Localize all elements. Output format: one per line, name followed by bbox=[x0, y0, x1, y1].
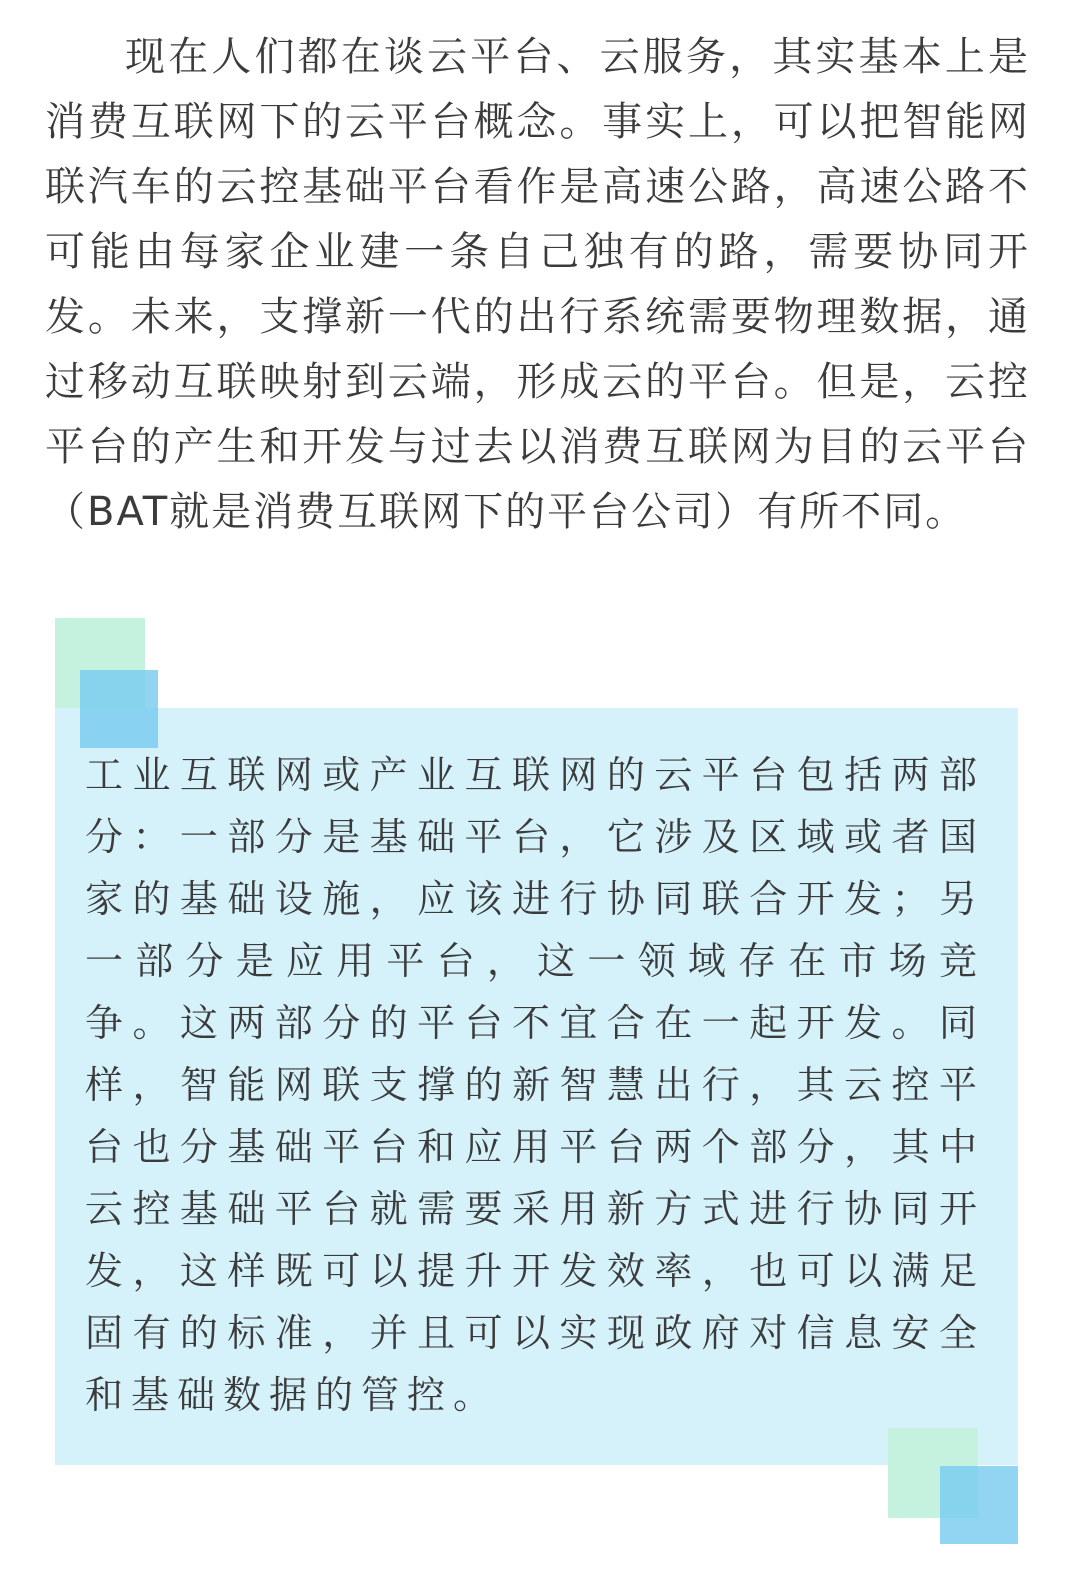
callout-line: 争。这两部分的平台不宜合在一起开发。同 bbox=[85, 1001, 985, 1045]
intro-line: 过移动互联映射到云端，形成云的平台。但是，云控 bbox=[45, 359, 1030, 405]
intro-line: 现在人们都在谈云平台、云服务，其实基本上是 bbox=[125, 34, 1030, 80]
callout-line: 样，智能网联支撑的新智慧出行，其云控平 bbox=[85, 1063, 985, 1107]
callout-line: 台也分基础平台和应用平台两个部分，其中 bbox=[85, 1125, 985, 1169]
callout-line: 工业互联网或产业互联网的云平台包括两部 bbox=[85, 753, 985, 797]
callout-text bbox=[85, 744, 985, 1426]
callout-line: 一部分是应用平台，这一领域存在市场竞 bbox=[85, 939, 985, 983]
intro-line: 消费互联网下的云平台概念。事实上，可以把智能网 bbox=[45, 99, 1030, 145]
intro-line: 发。未来，支撑新一代的出行系统需要物理数据，通 bbox=[45, 294, 1030, 340]
callout-line: 和基础数据的管控。 bbox=[85, 1373, 500, 1417]
intro-line: 可能由每家企业建一条自己独有的路，需要协同开 bbox=[45, 229, 1030, 275]
decor-square-blue-top-left bbox=[80, 670, 158, 748]
decor-square-blue-bottom-right bbox=[940, 1466, 1018, 1544]
intro-paragraph bbox=[45, 25, 1030, 545]
callout-line: 云控基础平台就需要采用新方式进行协同开 bbox=[85, 1187, 985, 1231]
callout-line: 分：一部分是基础平台，它涉及区域或者国 bbox=[85, 815, 985, 859]
intro-line: 联汽车的云控基础平台看作是高速公路，高速公路不 bbox=[45, 164, 1030, 210]
callout-line: 家的基础设施，应该进行协同联合开发；另 bbox=[85, 877, 985, 921]
callout-line: 固有的标准，并且可以实现政府对信息安全 bbox=[85, 1311, 985, 1355]
callout-line: 发，这样既可以提升开发效率，也可以满足 bbox=[85, 1249, 985, 1293]
intro-line: 平台的产生和开发与过去以消费互联网为目的云平台 bbox=[45, 424, 1030, 470]
intro-line: （BAT就是消费互联网下的平台公司）有所不同。 bbox=[45, 489, 968, 535]
